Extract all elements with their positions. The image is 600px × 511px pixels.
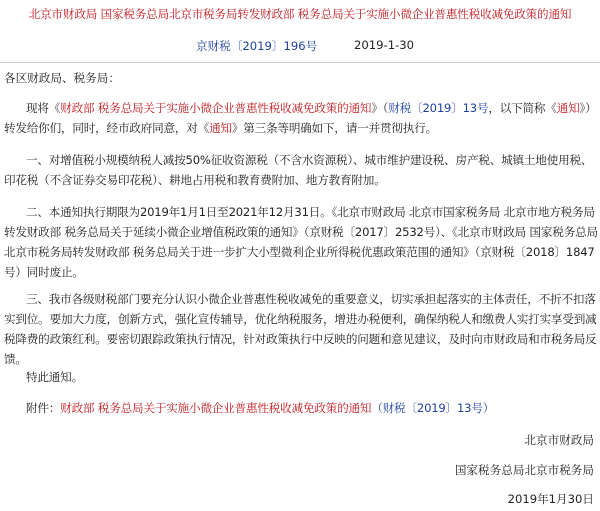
para1-prefix: 现将《: [26, 101, 61, 115]
paragraph-item-2: 二、本通知执行期限为2019年1月1日至2021年12月31日。《北京市财政局 北京市国家税务局 北京市地方税务局转发财政部 税务总局关于延续小微企业增值税政策的通知》（京财税〔2017〕2532号）、《北京市财政局 国家税务总局北京市税务局转发财政部 税务总局关于进一步扩大小型微利企业所得税优惠政策范围的通知》（京财税〔2018〕1847号）同时废止。: [4, 205, 598, 279]
document-number: 京财税〔2019〕196号: [196, 39, 318, 53]
signatory-finance-bureau: 北京市财政局: [524, 433, 594, 447]
attachment-line: [26, 400, 494, 416]
policy-notice-link[interactable]: 财政部 税务总局关于实施小微企业普惠性税收减免政策的通知: [60, 101, 372, 115]
signatory-tax-bureau: 国家税务总局北京市税务局: [454, 463, 594, 477]
paragraph-item-1: 一、对增值税小规模纳税人减按50%征收资源税（不含水资源税）、城市维护建设税、房产税、城镇土地使用税、印花税（不含证券交易印花税）、耕地占用税和教育费附加、地方教育附加。: [4, 153, 593, 187]
para1-mid1: 》（: [371, 101, 389, 115]
signature-date: 2019年1月30日: [507, 492, 594, 506]
document-title: 北京市财政局 国家税务总局北京市税务局转发财政部 税务总局关于实施小微企业普惠性税收减免政策的通知: [28, 7, 572, 21]
paragraph-intro: [4, 98, 598, 138]
notice-short-link-2[interactable]: 通知: [209, 121, 232, 135]
attachment-label: 附件：: [26, 401, 61, 415]
attachment-ref-link[interactable]: （财税〔2019〕13号）: [371, 401, 495, 415]
document-date: 2019-1-30: [354, 38, 415, 52]
caishui-2019-13-link[interactable]: 财税〔2019〕13号: [388, 101, 489, 115]
title-divider: [0, 62, 600, 63]
paragraph-item-3: 三、我市各级财税部门要充分认识小微企业普惠性税收减免的重要意义，切实承担起落实的主体责任，不折不扣落实到位。要加大力度，创新方式，强化宣传辅导，优化纳税服务，增进办税便利，确保纳税人和缴费人实打实享受到减税降费的政策红利。要密切跟踪政策执行情况，针对政策执行中反映的问题和意见建议，及时向市财政局和市税务局反馈。: [4, 292, 597, 366]
para1-suffix: 》第三条等明确如下，请一并贯彻执行。: [231, 121, 437, 135]
paragraph-closing: 特此通知。: [26, 370, 83, 384]
attachment-link[interactable]: 财政部 税务总局关于实施小微企业普惠性税收减免政策的通知: [60, 401, 372, 415]
para1-mid3: 》）转发给你们，同时，经市政府同意，对《: [4, 101, 597, 135]
salutation: 各区财政局、税务局：: [4, 71, 120, 85]
para1-mid2: ，以下简称《: [488, 101, 557, 115]
notice-short-link[interactable]: 通知: [556, 101, 580, 115]
